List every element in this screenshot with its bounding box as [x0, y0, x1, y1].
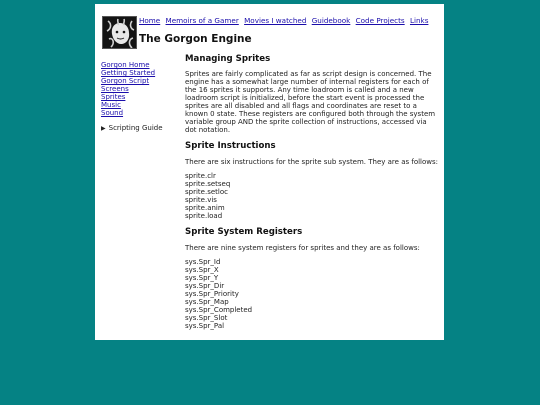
- list-item: sys.Spr_Pal: [185, 322, 225, 330]
- section-intro: There are six instructions for the sprite sub system. They are as follows:: [185, 158, 439, 166]
- section-paragraph: Sprites are fairly complicated as far as script design is concerned. The engine has a somewhat large number of internal registers for each of the 16 sprites it supports. Any time loadroom is called and a new loadroom script is initialized, before the start event is processed the sprites are all disabled and all flags and coordinates are reset to a known 0 state. These registers are configured both through the system variable group AND the sprite collection of instructions, accessed via dot notation.: [185, 70, 436, 134]
- gorgon-logo: [102, 16, 137, 49]
- list-item: sprite.clr: [185, 172, 216, 180]
- list-item: sys.Spr_Slot: [185, 314, 228, 322]
- instruction-list: [185, 172, 438, 220]
- nav-memoirs-link[interactable]: Memoirs of a Gamer: [165, 16, 239, 25]
- list-item: sys.Spr_Id: [185, 258, 221, 266]
- list-item: sprite.setseq: [185, 180, 231, 188]
- section-heading-sprite-system-registers: Sprite System Registers: [185, 227, 303, 237]
- main-content: [185, 54, 438, 330]
- sidebar-item-gorgon-home[interactable]: Gorgon Home: [101, 61, 150, 69]
- section-heading-managing-sprites: Managing Sprites: [185, 54, 271, 64]
- list-item: sys.Spr_Priority: [185, 290, 239, 298]
- sidebar-item-screens[interactable]: Screens: [101, 85, 129, 93]
- sidebar-item-gorgon-script[interactable]: Gorgon Script: [101, 77, 150, 85]
- register-list: [185, 258, 438, 330]
- sidebar-item-getting-started[interactable]: Getting Started: [101, 69, 156, 77]
- list-item: sys.Spr_Y: [185, 274, 219, 282]
- sidebar-item-sprites[interactable]: Sprites: [101, 93, 126, 101]
- sidebar-tree-scripting-guide[interactable]: [101, 124, 163, 132]
- page-panel: [95, 4, 444, 340]
- sidebar-tree-label: Scripting Guide: [108, 124, 163, 132]
- list-item: sprite.anim: [185, 204, 225, 212]
- section-heading-sprite-instructions: Sprite Instructions: [185, 141, 276, 151]
- nav-links-link[interactable]: Links: [409, 16, 429, 25]
- list-item: sys.Spr_Map: [185, 298, 229, 306]
- list-item: sys.Spr_Dir: [185, 282, 225, 290]
- sidebar-item-sound[interactable]: Sound: [101, 109, 124, 117]
- nav-movies-link[interactable]: Movies I watched: [244, 16, 307, 25]
- triangle-right-icon: ▶: [101, 125, 106, 132]
- list-item: sprite.vis: [185, 196, 217, 204]
- site-title: The Gorgon Engine: [139, 33, 252, 45]
- section-intro: There are nine system registers for sprites and they are as follows:: [185, 244, 420, 252]
- top-nav: [139, 16, 431, 25]
- list-item: sys.Spr_X: [185, 266, 219, 274]
- nav-home-link[interactable]: Home: [139, 16, 161, 25]
- nav-code-projects-link[interactable]: Code Projects: [355, 16, 405, 25]
- sidebar-nav: [101, 61, 181, 117]
- list-item: sprite.setloc: [185, 188, 228, 196]
- sidebar-item-music[interactable]: Music: [101, 101, 121, 109]
- nav-guidebook-link[interactable]: Guidebook: [311, 16, 351, 25]
- list-item: sys.Spr_Completed: [185, 306, 253, 314]
- list-item: sprite.load: [185, 212, 223, 220]
